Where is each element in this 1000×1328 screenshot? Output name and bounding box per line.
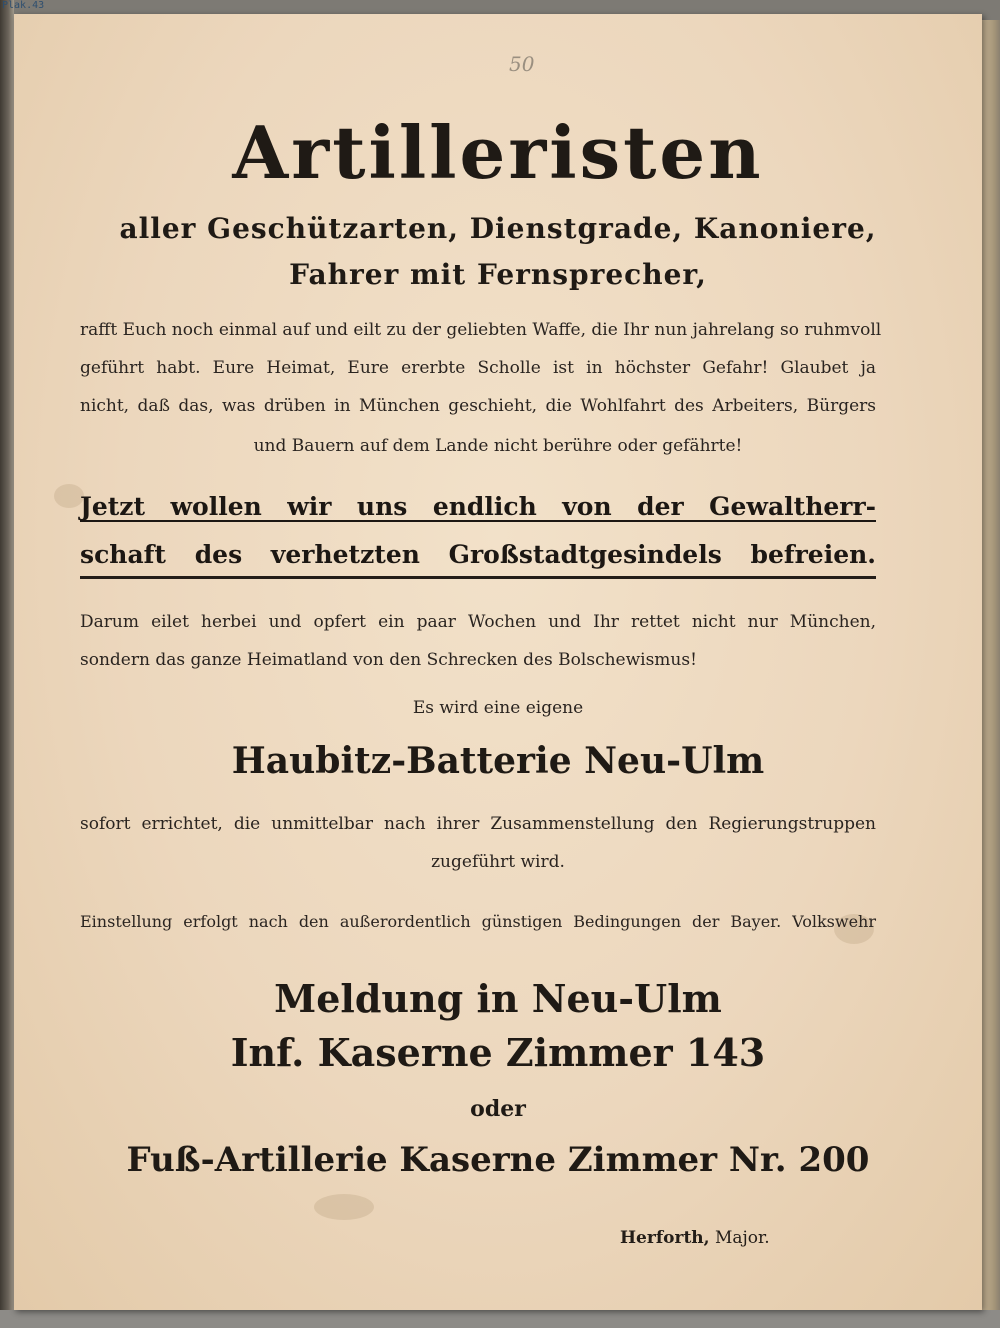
paragraph-1-line-2: geführt habt. Eure Heimat, Eure ererbte Scholle ist in höchster Gefahr! Glaubet ja: [80, 358, 876, 378]
signature-rank: Major.: [714, 1228, 770, 1248]
paragraph-1-line-3: nicht, daß das, was drüben in München geschieht, die Wohlfahrt des Arbeiters, Bürgers: [80, 396, 876, 416]
slogan-line-1: Jetzt wollen wir uns endlich von der Gewaltherr-: [80, 492, 876, 521]
book-binding: [0, 0, 14, 1328]
scan-background-strip: [0, 1310, 1000, 1328]
subtitle-line-2: Fahrer mit Fernsprecher,: [289, 258, 707, 291]
report-location-line-2: Inf. Kaserne Zimmer 143: [230, 1030, 766, 1075]
paragraph-2-line-1: Darum eilet herbei und opfert ein paar Wochen und Ihr rettet nicht nur München,: [80, 612, 876, 632]
paragraph-1-line-4: und Bauern auf dem Lande nicht berühre oder gefährte!: [253, 436, 743, 456]
subtitle-line-1: aller Geschützarten, Dienstgrade, Kanoniere,: [119, 212, 877, 245]
signature-name: Herforth,: [620, 1228, 710, 1248]
poster-sheet: [14, 14, 982, 1310]
slogan-underline-rule: [80, 576, 876, 579]
handwritten-page-number: 50: [509, 52, 535, 76]
paper-edge: [982, 20, 1000, 1310]
report-location-line-3: Fuß-Artillerie Kaserne Zimmer Nr. 200: [126, 1140, 870, 1180]
paragraph-1-line-1: rafft Euch noch einmal auf und eilt zu der geliebten Waffe, die Ihr nun jahrelang so ruhmvoll: [80, 320, 882, 340]
archive-corner-note: Plak.43: [2, 0, 45, 11]
battery-name: Haubitz-Batterie Neu-Ulm: [231, 740, 765, 782]
paragraph-3-line-2: zugeführt wird.: [431, 852, 565, 872]
battery-intro: Es wird eine eigene: [412, 698, 584, 718]
paper-stain: [314, 1194, 374, 1220]
paragraph-2-line-2: sondern das ganze Heimatland von den Schrecken des Bolschewismus!: [80, 650, 697, 670]
report-location-line-1: Meldung in Neu-Ulm: [274, 976, 722, 1021]
signature: [620, 1228, 770, 1248]
conditions-line: Einstellung erfolgt nach den außerordentlich günstigen Bedingungen der Bayer. Volkswehr: [80, 912, 876, 931]
poster-title: Artilleristen: [232, 110, 764, 195]
slogan-line-2: schaft des verhetzten Großstadtgesindels befreien.: [80, 540, 876, 569]
or-separator: oder: [470, 1096, 526, 1122]
paragraph-3-line-1: sofort errichtet, die unmittelbar nach ihrer Zusammenstellung den Regierungstruppen: [80, 814, 876, 834]
